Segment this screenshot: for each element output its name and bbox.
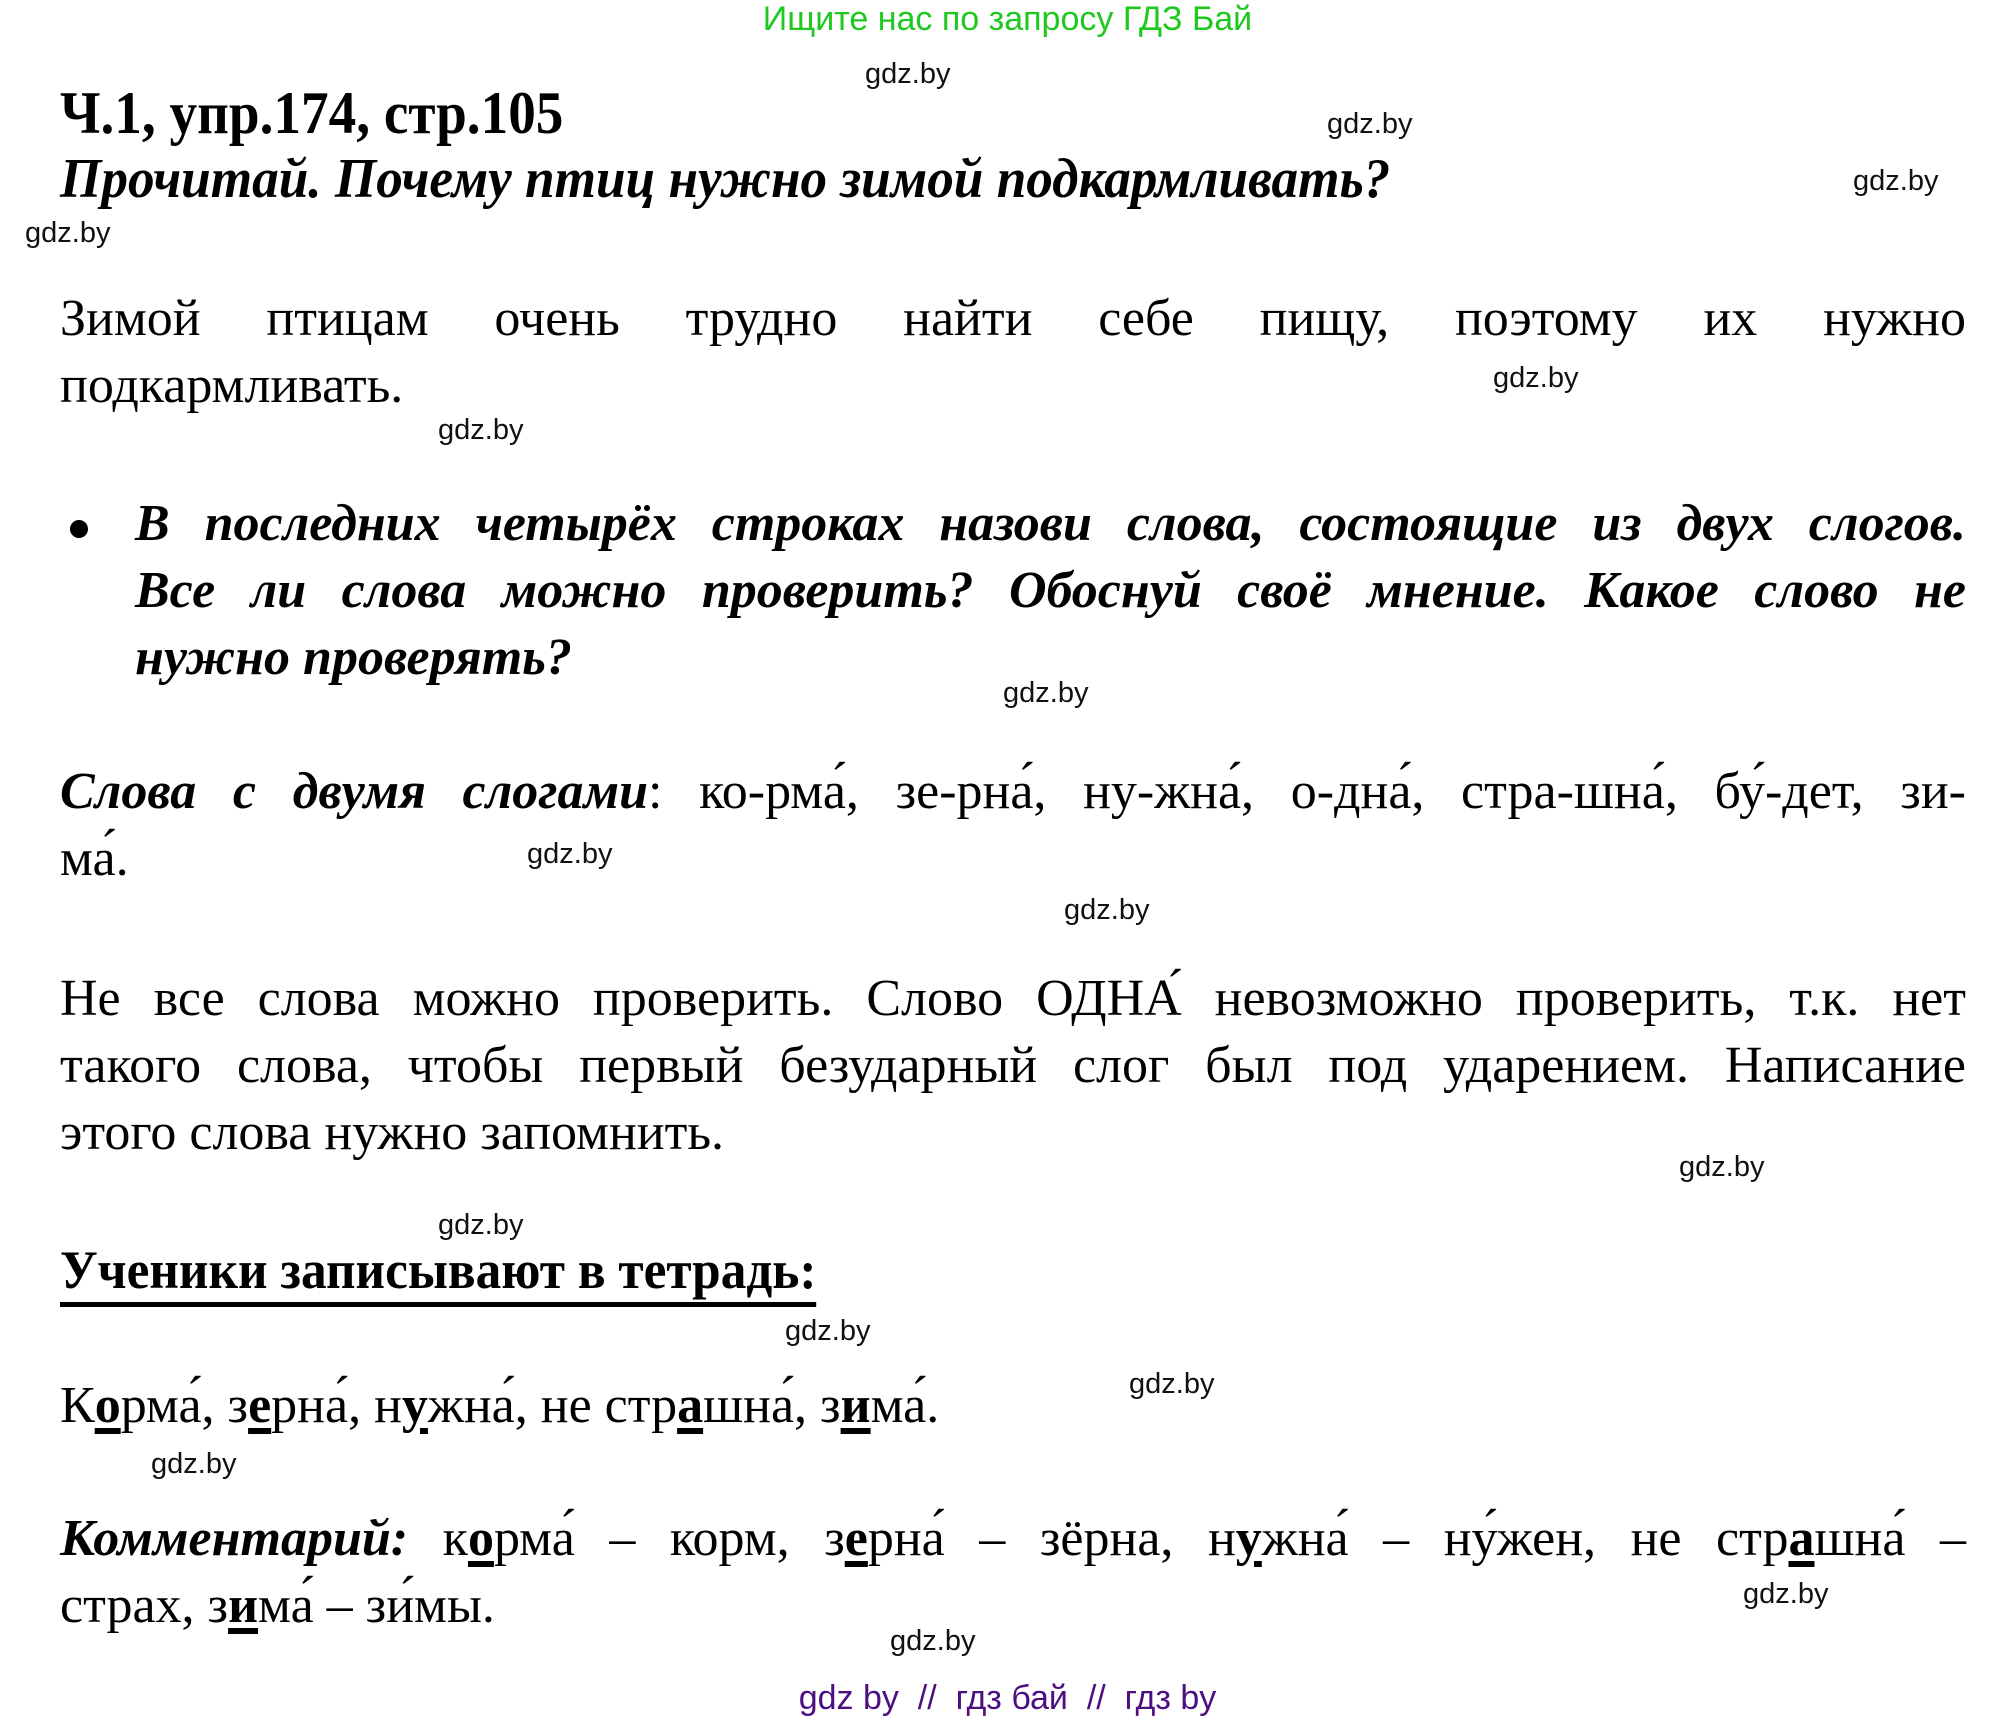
- watermark: gdz.by: [527, 838, 613, 870]
- text-run: шна́ –: [1814, 1510, 1967, 1567]
- text-run: рна́, н: [271, 1377, 402, 1434]
- syllables-line-2: ма́.: [60, 830, 129, 887]
- syllables-line-1: [60, 758, 1966, 825]
- answer-line-2: подкармливать.: [60, 357, 404, 414]
- bullet-icon: [70, 520, 88, 538]
- text-run: ма́.: [870, 1377, 940, 1434]
- text-run: жна́, не стр: [427, 1377, 678, 1434]
- explanation-paragraph: [60, 965, 1966, 1166]
- exercise-question: Прочитай. Почему птиц нужно зимой подкармливать?: [60, 148, 1391, 210]
- watermark: gdz.by: [1679, 1151, 1765, 1183]
- exercise-title: Ч.1, упр.174, стр.105: [60, 80, 564, 146]
- notebook-line: [60, 1372, 1966, 1439]
- comment-section: [60, 1505, 1966, 1639]
- watermark: gdz.by: [1064, 894, 1150, 926]
- underlined-letter: и: [840, 1377, 871, 1434]
- comment-label: Комментарий:: [60, 1510, 409, 1567]
- watermark: gdz.by: [1003, 677, 1089, 709]
- explanation-line-1: Не все слова можно проверить. Слово ОДНА́ невозможно проверить, т.к. нет: [60, 970, 1966, 1027]
- watermark: gdz.by: [865, 58, 951, 90]
- underlined-letter: а: [1788, 1510, 1815, 1567]
- comment-line-1: [60, 1505, 1966, 1572]
- text-run: К: [60, 1377, 95, 1434]
- comment-line-2: [60, 1572, 1966, 1639]
- bullet-line-2: Все ли слова можно проверить? Обоснуй своё мнение. Какое слово не: [135, 562, 1966, 619]
- watermark: gdz.by: [1853, 165, 1939, 197]
- notebook-heading: Ученики записывают в тетрадь:: [60, 1238, 817, 1307]
- watermark: gdz.by: [1493, 362, 1579, 394]
- answer-paragraph: [60, 285, 1966, 419]
- footer-brand: gdz by // гдз бай // гдз by: [798, 1679, 1217, 1717]
- bullet-line-3: нужно проверять?: [135, 629, 572, 686]
- underlined-letter: о: [94, 1377, 121, 1434]
- text-run: ма́ – зи́мы.: [258, 1577, 495, 1634]
- underlined-letter: о: [467, 1510, 494, 1567]
- text-run: страх, з: [60, 1577, 229, 1634]
- notebook-words: [60, 1372, 1966, 1439]
- syllables-words: : ко-рма́, зе-рна́, ну-жна́, о-дна́, стра-шна́, бу́-дет, зи-: [648, 763, 1966, 820]
- watermark: gdz.by: [438, 414, 524, 446]
- underlined-letter: и: [228, 1577, 259, 1634]
- watermark: gdz.by: [1327, 108, 1413, 140]
- text-run: рма́, з: [120, 1377, 249, 1434]
- watermark: gdz.by: [151, 1448, 237, 1480]
- text-run: рма́ – корм, з: [493, 1510, 845, 1567]
- explanation-line-3: этого слова нужно запомнить.: [60, 1104, 725, 1161]
- watermark: gdz.by: [1129, 1368, 1215, 1400]
- watermark: gdz.by: [438, 1209, 524, 1241]
- explanation-line-2: такого слова, чтобы первый безударный слог был под ударением. Написание: [60, 1037, 1966, 1094]
- watermark: gdz.by: [25, 217, 111, 249]
- watermark: gdz.by: [1743, 1578, 1829, 1610]
- bullet-line-1: В последних четырёх строках назови слова, состоящие из двух слогов.: [135, 495, 1966, 552]
- watermark: gdz.by: [785, 1315, 871, 1347]
- syllables-label: Слова с двумя слогами: [60, 763, 649, 820]
- text-run: шна́, з: [703, 1377, 841, 1434]
- bullet-task-text: [135, 490, 1966, 691]
- watermark: gdz.by: [890, 1625, 976, 1657]
- text-run: к: [408, 1510, 468, 1567]
- text-run: рна́ – зёрна, н: [867, 1510, 1236, 1567]
- text-run: жна́ – ну́жен, не стр: [1261, 1510, 1789, 1567]
- underlined-letter: а: [677, 1377, 704, 1434]
- underlined-letter: у: [1235, 1510, 1262, 1567]
- underlined-letter: е: [248, 1377, 272, 1434]
- underlined-letter: у: [401, 1377, 428, 1434]
- search-hint-banner: Ищите нас по запросу ГДЗ Бай: [762, 0, 1253, 38]
- underlined-letter: е: [844, 1510, 868, 1567]
- answer-line-1: Зимой птицам очень трудно найти себе пищу, поэтому их нужно: [60, 290, 1966, 347]
- syllables-section: [60, 758, 1966, 892]
